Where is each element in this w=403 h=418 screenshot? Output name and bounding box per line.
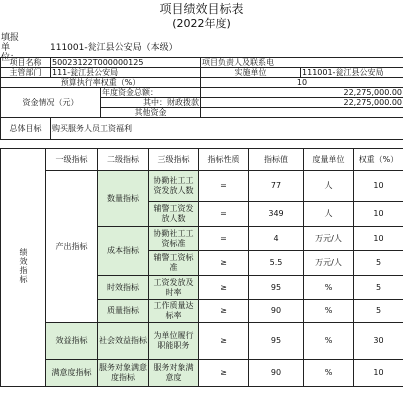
nature-cell: = <box>199 202 249 227</box>
overall-target-value: 购买服务人员工资福利 <box>51 118 403 140</box>
nature-cell: = <box>199 227 249 251</box>
unit-cell: 人 <box>304 171 354 202</box>
weight-cell: 5 <box>354 276 403 300</box>
unit-cell: 万元/人 <box>304 227 354 251</box>
header-l2: 二级指标 <box>98 149 149 171</box>
weight-cell: 10 <box>354 360 403 387</box>
l2-social: 社会效益指标 <box>98 323 149 360</box>
header-l3: 三级指标 <box>149 149 199 171</box>
table-row <box>1 171 403 202</box>
l3-cell: 辅警工资标准 <box>149 251 199 276</box>
value-cell: 95 <box>249 323 304 360</box>
weight-cell: 30 <box>354 323 403 360</box>
value-cell: 349 <box>249 202 304 227</box>
l3-cell: 协勤社工工资标准 <box>149 227 199 251</box>
annual-label: 年度资金总额： <box>101 88 201 98</box>
unit-cell: 万元/人 <box>304 251 354 276</box>
fiscal-value: 22,275,000.00 <box>201 98 403 108</box>
l1-benefit: 效益指标 <box>46 323 98 360</box>
header-weight: 权重（%） <box>354 149 403 171</box>
nature-cell: = <box>199 171 249 202</box>
l2-cost: 成本指标 <box>98 227 149 276</box>
dept-value: 111-瓮江县公安局 <box>51 68 201 78</box>
weight-cell: 5 <box>354 300 403 323</box>
indicator-side-label: 绩效指标 <box>19 248 28 284</box>
fiscal-label: 其中：财政拨款 <box>101 98 201 108</box>
value-cell: 90 <box>249 360 304 387</box>
l3-cell: 为单位履行职能职务 <box>149 323 199 360</box>
value-cell: 90 <box>249 300 304 323</box>
l3-cell: 辅警工资发放人数 <box>149 202 199 227</box>
contact-label: 项目负责人及联系电 <box>201 58 403 68</box>
table-row <box>1 323 403 360</box>
impl-label: 实施单位 <box>201 68 301 78</box>
unit-cell: % <box>304 360 354 387</box>
project-name-label: 项目名称 <box>1 58 51 68</box>
l2-quality: 质量指标 <box>98 300 149 323</box>
header-unit: 度量单位 <box>304 149 354 171</box>
table-row <box>1 360 403 387</box>
reporting-unit-label: 填报单位： <box>1 33 20 63</box>
impl-value: 111001-瓮江县公安局 <box>301 68 403 78</box>
weight-cell: 5 <box>354 251 403 276</box>
value-cell: 4 <box>249 227 304 251</box>
project-info-table <box>0 57 403 140</box>
l3-cell: 服务对象满意度 <box>149 360 199 387</box>
year-subtitle: (2022年度) <box>172 17 231 30</box>
nature-cell: ≥ <box>199 300 249 323</box>
l2-satisfaction: 服务对象满意度指标 <box>98 360 149 387</box>
funds-label: 资金情况（元） <box>1 88 101 118</box>
l2-quantity: 数量指标 <box>98 171 149 227</box>
indicator-table <box>0 148 403 387</box>
unit-cell: 人 <box>304 202 354 227</box>
unit-cell: % <box>304 276 354 300</box>
exec-rate-label: 预算执行率权重（%） <box>1 78 201 88</box>
annual-value: 22,275,000.00 <box>201 88 403 98</box>
nature-cell: ≥ <box>199 360 249 387</box>
page-title: 项目绩效目标表 <box>159 2 244 16</box>
weight-cell: 10 <box>354 171 403 202</box>
reporting-unit-value: 111001-瓮江县公安局（本级） <box>50 43 178 53</box>
unit-cell: % <box>304 300 354 323</box>
l2-timeliness: 时效指标 <box>98 276 149 300</box>
other-funds-value <box>201 108 403 118</box>
value-cell: 95 <box>249 276 304 300</box>
nature-cell: ≥ <box>199 251 249 276</box>
project-name-value: 50023122T000000125 <box>51 58 201 68</box>
exec-rate-value: 10 <box>201 78 403 88</box>
value-cell: 5.5 <box>249 251 304 276</box>
indicator-side-cell <box>1 149 46 387</box>
other-funds-label: 其他资金 <box>101 108 201 118</box>
header-value: 指标值 <box>249 149 304 171</box>
nature-cell: ≥ <box>199 323 249 360</box>
l3-cell: 协勤社工工资发放人数 <box>149 171 199 202</box>
weight-cell: 10 <box>354 227 403 251</box>
dept-label: 主管部门 <box>1 68 51 78</box>
l1-output: 产出指标 <box>46 171 98 323</box>
value-cell: 77 <box>249 171 304 202</box>
l3-cell: 工作质量达标率 <box>149 300 199 323</box>
l3-cell: 工资发放及时率 <box>149 276 199 300</box>
unit-cell: % <box>304 323 354 360</box>
l1-satisfaction: 满意度指标 <box>46 360 98 387</box>
overall-target-label: 总体目标 <box>1 118 51 140</box>
header-nature: 指标性质 <box>199 149 249 171</box>
nature-cell: ≥ <box>199 276 249 300</box>
weight-cell: 10 <box>354 202 403 227</box>
header-l1: 一级指标 <box>46 149 98 171</box>
